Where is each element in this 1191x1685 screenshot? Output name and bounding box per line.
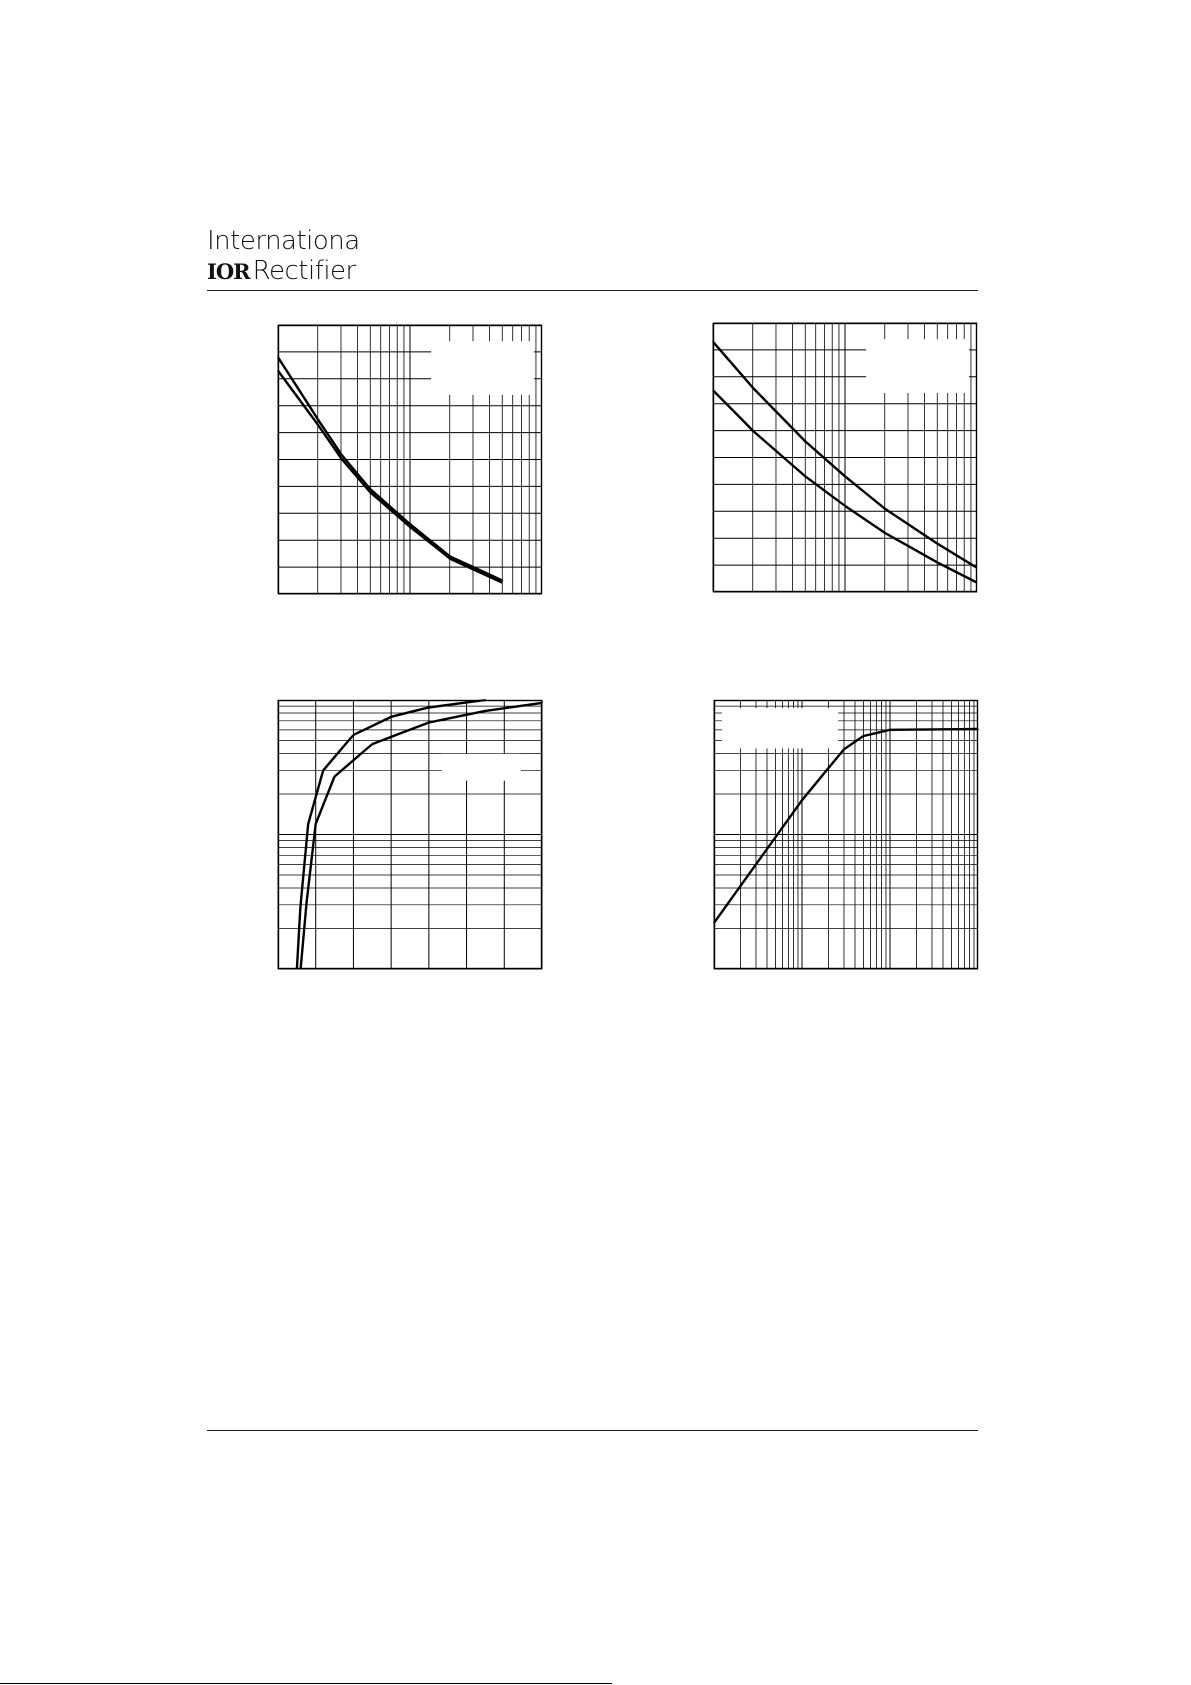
logo-line2 (207, 256, 356, 286)
ior-logo-mark: IOR (207, 258, 250, 284)
series-line-2 (278, 371, 502, 583)
chart-top-left (278, 325, 542, 594)
legend-box (431, 341, 534, 395)
bottom-edge-rule (0, 1683, 612, 1684)
chart-bottom-left (278, 700, 542, 969)
company-logo (207, 226, 360, 288)
chart-bottom-right-svg (714, 700, 978, 969)
series-line-2 (301, 703, 542, 969)
series-line-1 (714, 729, 978, 923)
legend-box (442, 754, 521, 781)
chart-top-left-svg (278, 325, 542, 594)
chart-bottom-left-svg (278, 700, 542, 969)
legend-box (866, 339, 969, 393)
chart-top-right-svg (713, 323, 977, 592)
chart-bottom-right (714, 700, 978, 969)
logo-rectifier: Rectifier (252, 256, 356, 286)
legend-box (722, 708, 838, 748)
logo-line1: Internationa (207, 226, 360, 256)
chart-top-right (713, 323, 977, 592)
grid-lines (278, 700, 542, 969)
footer-rule (207, 1430, 978, 1431)
header-rule (207, 290, 978, 291)
